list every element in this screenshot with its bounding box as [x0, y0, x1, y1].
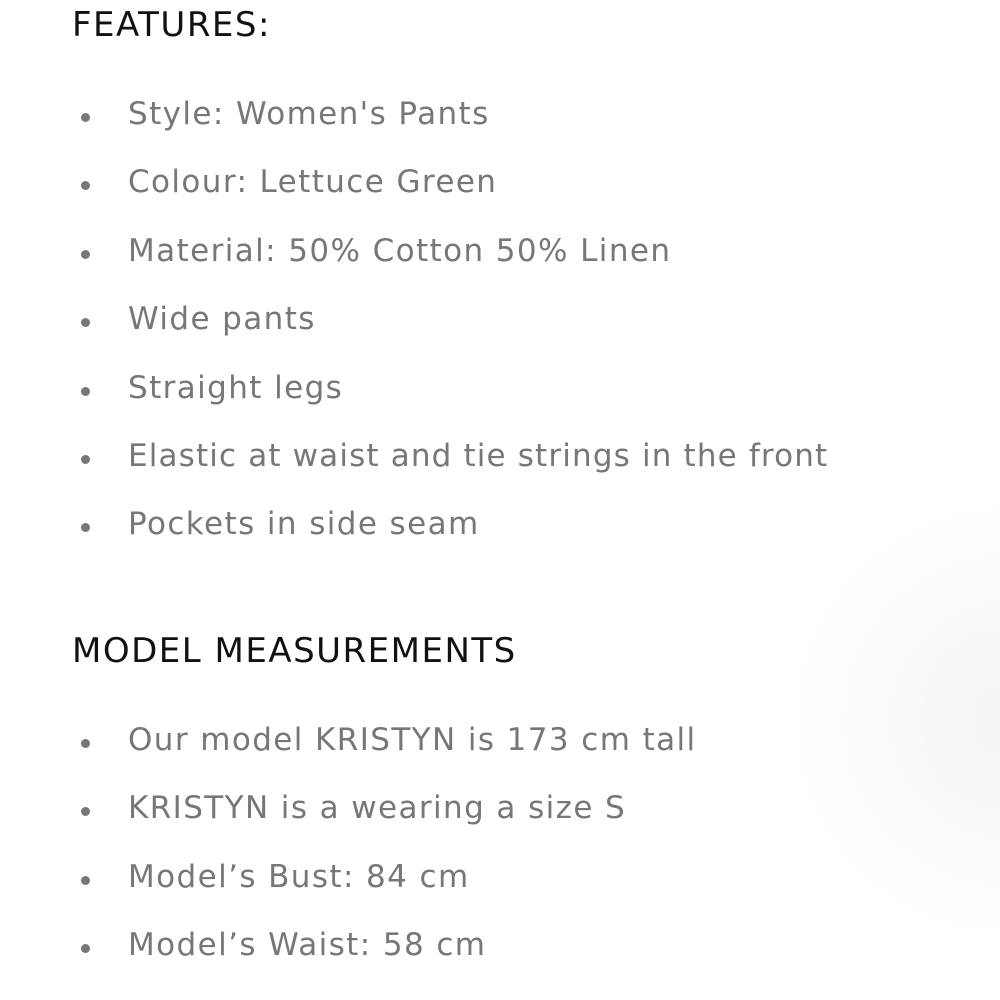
feature-list-item [0, 424, 1000, 492]
feature-text: Pockets in side seam [128, 506, 480, 543]
model-measurement-text: KRISTYN is a wearing a size S [128, 790, 627, 827]
features-heading: FEATURES: [72, 5, 271, 45]
feature-list-item [0, 150, 1000, 218]
model-measurement-text: Our model KRISTYN is 173 cm tall [128, 722, 697, 758]
model-measurement-item [0, 708, 1000, 776]
feature-text: Style: Women's Pants [128, 96, 490, 132]
feature-list-item [0, 219, 1000, 287]
bullet-dot-icon [81, 944, 90, 953]
feature-list-item [0, 82, 1000, 150]
feature-text: Wide pants [128, 301, 316, 338]
model-measurements-list [0, 708, 1000, 982]
bullet-dot-icon [81, 739, 90, 748]
feature-list-item [0, 492, 1000, 560]
feature-list-item [0, 356, 1000, 424]
bullet-dot-icon [81, 455, 90, 464]
feature-text: Straight legs [128, 369, 344, 406]
bullet-dot-icon [81, 250, 90, 259]
bullet-dot-icon [81, 113, 90, 122]
model-measurement-item [0, 845, 1000, 913]
model-measurement-item [0, 776, 1000, 844]
feature-text: Material: 50% Cotton 50% Linen [128, 232, 672, 269]
model-measurement-text: Model’s Bust: 84 cm [128, 858, 470, 895]
bullet-dot-icon [81, 807, 90, 816]
model-measurements-heading: MODEL MEASUREMENTS [72, 631, 517, 671]
bullet-dot-icon [81, 387, 90, 396]
model-measurement-item [0, 913, 1000, 981]
bullet-dot-icon [81, 876, 90, 885]
feature-list-item [0, 287, 1000, 355]
features-list [0, 82, 1000, 561]
bullet-dot-icon [81, 181, 90, 190]
feature-text: Elastic at waist and tie strings in the front [128, 437, 829, 474]
feature-text: Colour: Lettuce Green [128, 164, 498, 201]
model-measurement-text: Model’s Waist: 58 cm [128, 927, 487, 964]
bullet-dot-icon [81, 523, 90, 532]
bullet-dot-icon [81, 318, 90, 327]
